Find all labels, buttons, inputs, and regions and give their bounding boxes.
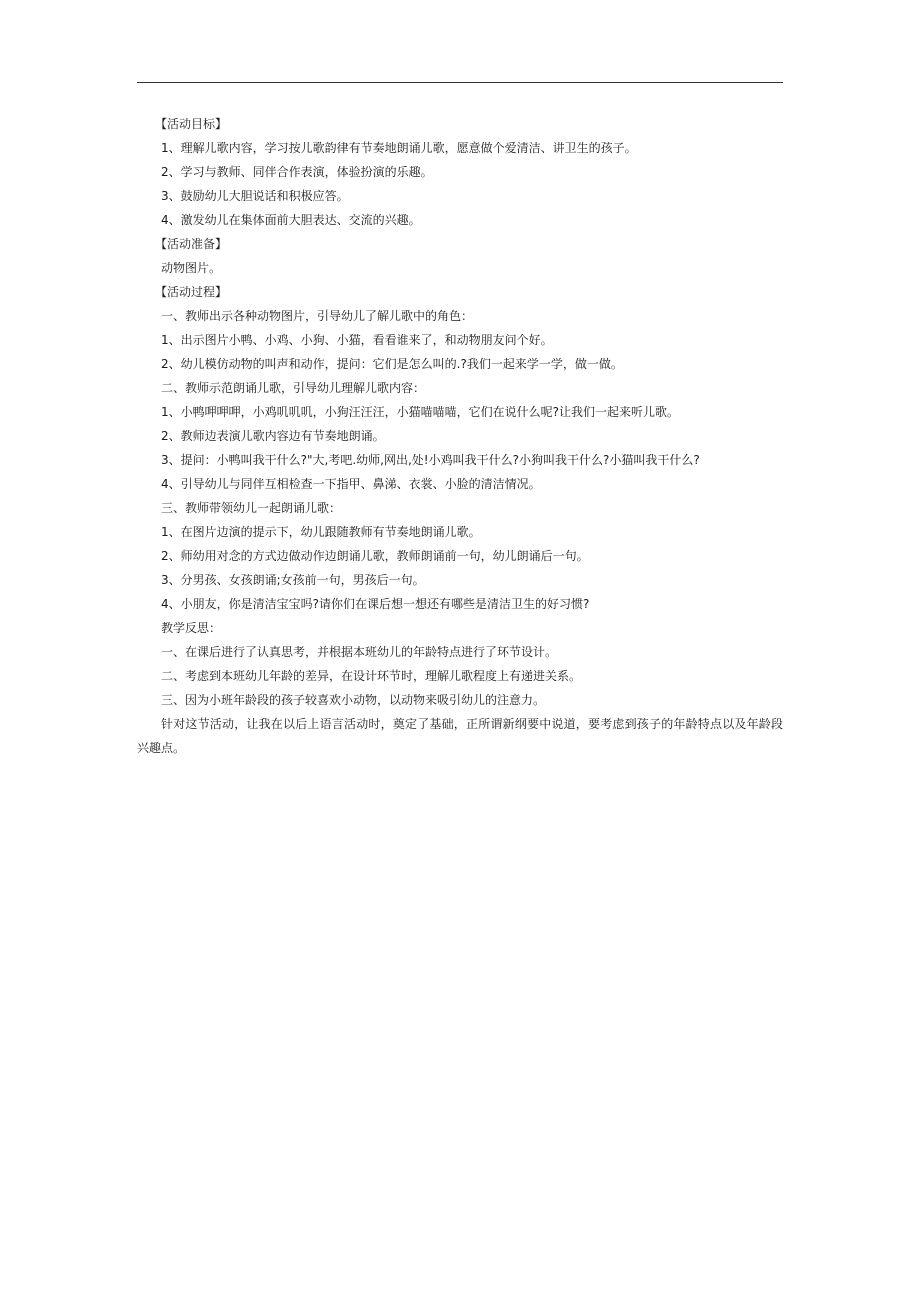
- paragraph-line: 2、教师边表演儿歌内容边有节奏地朗诵。: [161, 429, 385, 443]
- paragraph-line: 4、激发幼儿在集体面前大胆表达、交流的兴趣。: [161, 213, 421, 227]
- paragraph-line: 动物图片。: [161, 261, 222, 275]
- paragraph-line: 2、师幼用对念的方式边做动作边朗诵儿歌，教师朗诵前一句，幼儿朗诵后一句。: [161, 549, 589, 563]
- paragraph-line: 三、教师带领幼儿一起朗诵儿歌：: [161, 501, 342, 515]
- paragraph-line: 二、考虑到本班幼儿年龄的差异，在设计环节时，理解儿歌程度上有递进关系。: [161, 669, 582, 683]
- paragraph-line: 1、出示图片小鸭、小鸡、小狗、小猫，看看谁来了，和动物朋友问个好。: [161, 333, 553, 347]
- paragraph-line: 3、分男孩、女孩朗诵;女孩前一句，男孩后一句。: [161, 573, 425, 587]
- paragraph-line: 1、在图片边演的提示下，幼儿跟随教师有节奏地朗诵儿歌。: [161, 525, 481, 539]
- paragraph-line: 一、在课后进行了认真思考，并根据本班幼儿的年龄特点进行了环节设计。: [161, 645, 558, 659]
- section-heading-goals: 【活动目标】: [155, 117, 228, 131]
- paragraph-line: 一、教师出示各种动物图片，引导幼儿了解儿歌中的角色：: [161, 309, 474, 323]
- section-heading-preparation: 【活动准备】: [155, 237, 228, 251]
- paragraph-line: 1、小鸭呷呷呷，小鸡叽叽叽，小狗汪汪汪，小猫喵喵喵，它们在说什么呢?让我们一起来听儿歌。: [161, 405, 680, 419]
- paragraph-line: 3、提问：小鸭叫我干什么?"大,考吧.幼师,网出,处!小鸡叫我干什么?小狗叫我干什么?小猫叫我干什么?: [161, 453, 700, 467]
- closing-paragraph: 针对这节活动，让我在以后上语言活动时，奠定了基础，正所谓新纲要中说道，要考虑到孩子的年龄特点以及年龄段兴趣点。: [137, 717, 783, 755]
- document-body: [137, 112, 783, 760]
- paragraph-line: 3、鼓励幼儿大胆说话和积极应答。: [161, 189, 349, 203]
- section-heading-reflection: 教学反思：: [161, 621, 222, 635]
- paragraph-line: 二、教师示范朗诵儿歌，引导幼儿理解儿歌内容：: [161, 381, 426, 395]
- paragraph-line: 三、因为小班年龄段的孩子较喜欢小动物，以动物来吸引幼儿的注意力。: [161, 693, 546, 707]
- paragraph-line: 2、学习与教师、同伴合作表演，体验扮演的乐趣。: [161, 165, 433, 179]
- paragraph-line: 4、引导幼儿与同伴互相检查一下指甲、鼻涕、衣裳、小脸的清洁情况。: [161, 477, 541, 491]
- paragraph-line: 1、理解儿歌内容，学习按儿歌韵律有节奏地朗诵儿歌，愿意做个爱清洁、讲卫生的孩子。: [161, 141, 637, 155]
- header-rule: [137, 82, 783, 83]
- paragraph-line: 4、小朋友，你是清洁宝宝吗?请你们在课后想一想还有哪些是清洁卫生的好习惯?: [161, 597, 590, 611]
- paragraph-line: 2、幼儿模仿动物的叫声和动作，提问：它们是怎么叫的.?我们一起来学一学，做一做。: [161, 357, 623, 371]
- section-heading-process: 【活动过程】: [155, 285, 228, 299]
